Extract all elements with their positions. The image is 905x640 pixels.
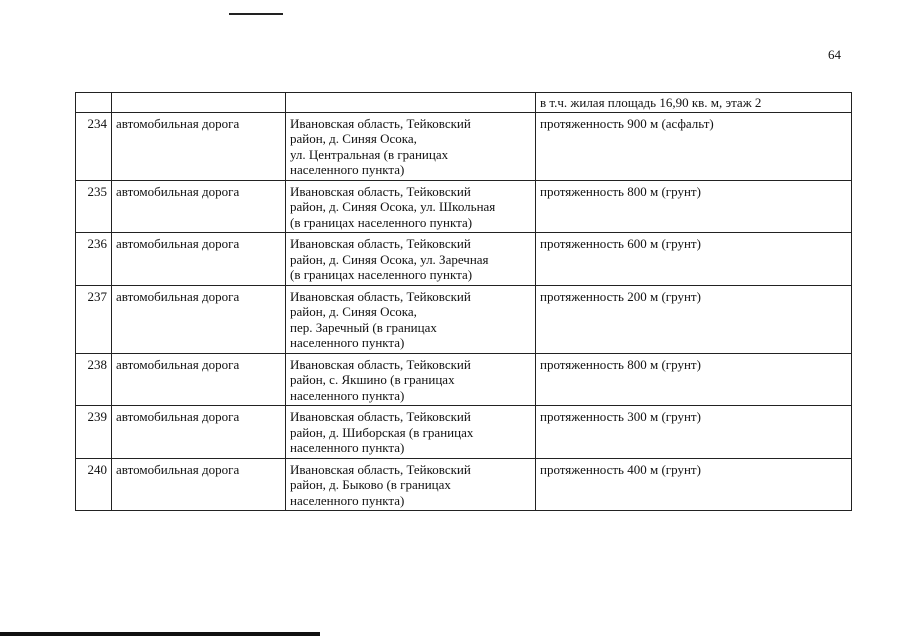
address-line: Ивановская область, Тейковский (290, 236, 471, 251)
object-description: протяженность 200 м (грунт) (536, 285, 852, 353)
object-name: автомобильная дорога (112, 406, 286, 459)
address-line: населенного пункта) (290, 492, 405, 508)
object-description: протяженность 300 м (грунт) (536, 406, 852, 459)
object-description: протяженность 900 м (асфальт) (536, 112, 852, 180)
address-line: пер. Заречный (в границах (290, 319, 437, 335)
row-number: 240 (76, 458, 112, 511)
registry-table (75, 92, 852, 511)
object-name: автомобильная дорога (112, 353, 286, 406)
address-line: район, с. Якшино (в границах (290, 372, 455, 387)
object-name: автомобильная дорога (112, 458, 286, 511)
object-description: протяженность 800 м (грунт) (536, 353, 852, 406)
table-row (76, 180, 852, 233)
table-row (76, 458, 852, 511)
object-address (286, 406, 536, 459)
row-number: 235 (76, 180, 112, 233)
address-line: Ивановская область, Тейковский (290, 356, 471, 372)
address-line: Ивановская область, Тейковский (290, 409, 471, 424)
object-name: автомобильная дорога (112, 180, 286, 233)
address-line: населенного пункта) (290, 162, 405, 177)
object-name: автомобильная дорога (112, 233, 286, 286)
row-number: 238 (76, 353, 112, 406)
row-number: 236 (76, 233, 112, 286)
page-number: 64 (828, 47, 841, 62)
registry-table-body (76, 93, 852, 511)
address-line: населенного пункта) (290, 440, 405, 455)
address-line: район, д. Синяя Осока, (290, 131, 417, 146)
object-description: протяженность 600 м (грунт) (536, 233, 852, 286)
object-address (286, 458, 536, 511)
object-description: протяженность 400 м (грунт) (536, 458, 852, 511)
table-row (76, 112, 852, 180)
object-description: в т.ч. жилая площадь 16,90 кв. м, этаж 2 (536, 93, 852, 113)
object-address (286, 233, 536, 286)
object-address (286, 180, 536, 233)
table-row (76, 285, 852, 353)
table-row (76, 406, 852, 459)
address-line: Ивановская область, Тейковский (290, 288, 471, 304)
object-name: автомобильная дорога (112, 285, 286, 353)
address-line: Ивановская область, Тейковский (290, 115, 471, 131)
object-address (286, 353, 536, 406)
object-name (112, 93, 286, 113)
continuation-row (76, 93, 852, 113)
row-number: 239 (76, 406, 112, 459)
address-line: район, д. Синяя Осока, (290, 304, 417, 319)
address-line: район, д. Шиборская (в границах (290, 424, 474, 440)
top-rule (229, 13, 283, 15)
address-line: район, д. Быково (в границах (290, 477, 451, 492)
address-line: Ивановская область, Тейковский (290, 461, 471, 477)
address-line: (в границах населенного пункта) (290, 267, 473, 282)
address-line: Ивановская область, Тейковский (290, 183, 471, 199)
bottom-rule (0, 632, 320, 636)
table-row (76, 353, 852, 406)
object-address (286, 112, 536, 180)
row-number: 237 (76, 285, 112, 353)
address-line: ул. Центральная (в границах (290, 146, 449, 162)
address-line: населенного пункта) (290, 335, 405, 350)
object-description: протяженность 800 м (грунт) (536, 180, 852, 233)
object-address (286, 93, 536, 113)
address-line: (в границах населенного пункта) (290, 214, 473, 230)
row-number (76, 93, 112, 113)
address-line: населенного пункта) (290, 387, 405, 403)
row-number: 234 (76, 112, 112, 180)
object-name: автомобильная дорога (112, 112, 286, 180)
object-address (286, 285, 536, 353)
table-row (76, 233, 852, 286)
address-line: район, д. Синяя Осока, ул. Заречная (290, 251, 489, 267)
address-line: район, д. Синяя Осока, ул. Школьная (290, 199, 496, 214)
